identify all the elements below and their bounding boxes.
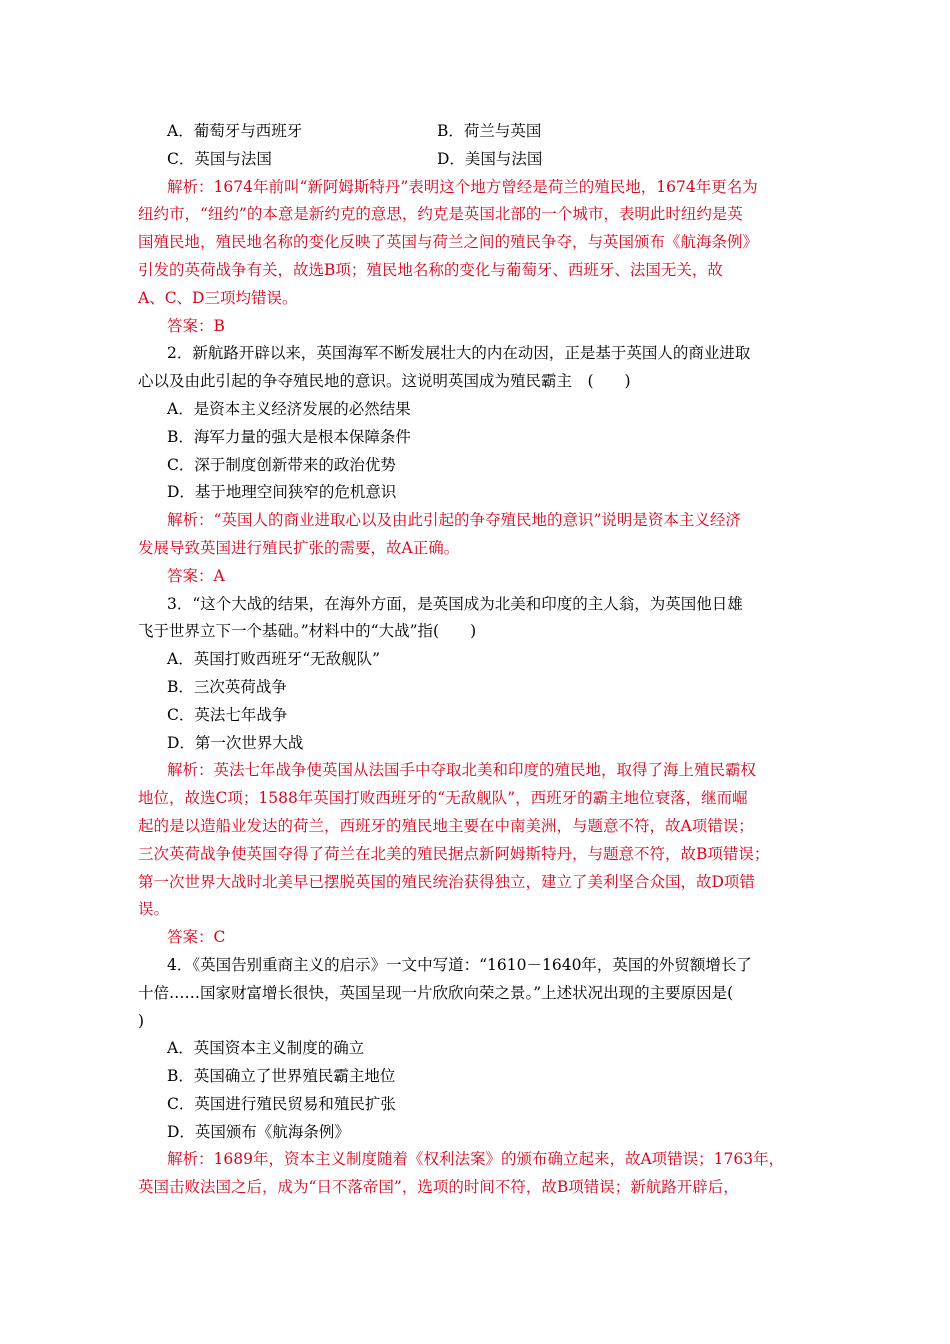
q1-analysis bbox=[138, 174, 814, 313]
answer-label: 答案： bbox=[167, 316, 214, 335]
q3-analysis-line: 三次英荷战争使英国夺得了荷兰在北美的殖民据点新阿姆斯特丹，与题意不符，故B项错误； bbox=[138, 844, 770, 863]
answer-label: 答案： bbox=[167, 566, 214, 585]
q3-option-d: D．第一次世界大战 bbox=[167, 733, 304, 752]
q2-stem-line: 心以及由此引起的争夺殖民地的意识。这说明英国成为殖民霸主 ( ) bbox=[138, 372, 631, 391]
q1-option-d: D．美国与法国 bbox=[437, 149, 543, 168]
q3-stem-line: 飞于世界立下一个基础。”材料中的“大战”指( ) bbox=[138, 622, 477, 641]
q4-stem-line: ) bbox=[138, 1011, 145, 1030]
q2-analysis bbox=[138, 507, 814, 563]
answer-label: 答案： bbox=[167, 928, 214, 947]
q3-stem-line: 3．“这个大战的结果，在海外方面，是英国成为北美和印度的主人翁，为英国他日雄 bbox=[167, 594, 743, 613]
q1-options-row-1 bbox=[138, 118, 814, 146]
q1-analysis-line: 引发的英荷战争有关，故选B项；殖民地名称的变化与葡萄牙、西班牙、法国无关，故 bbox=[138, 260, 723, 279]
q1-option-a: A．葡萄牙与西班牙 bbox=[167, 122, 303, 140]
q2-analysis-line: 发展导致英国进行殖民扩张的需要，故A正确。 bbox=[138, 538, 460, 557]
q4-analysis-line: 解析：1689年，资本主义制度随着《权利法案》的颁布确立起来，故A项错误；1763年， bbox=[167, 1150, 785, 1169]
analysis-label: 解析： bbox=[167, 761, 214, 780]
q1-analysis-line: 国殖民地，殖民地名称的变化反映了英国与荷兰之间的殖民争夺，与英国颁布《航海条例》 bbox=[138, 233, 759, 252]
answer-value: C bbox=[213, 928, 226, 947]
q2-option-b: B．海军力量的强大是根本保障条件 bbox=[167, 427, 411, 446]
q3-analysis bbox=[138, 757, 814, 924]
q2-option-a: A．是资本主义经济发展的必然结果 bbox=[167, 399, 411, 418]
analysis-label: 解析： bbox=[167, 511, 214, 530]
q1-option-b: B．荷兰与英国 bbox=[437, 122, 542, 140]
q4-option-c: C．英国进行殖民贸易和殖民扩张 bbox=[167, 1094, 396, 1113]
q4-option-a: A．英国资本主义制度的确立 bbox=[167, 1039, 365, 1058]
q1-analysis-line: 解析：1674年前叫“新阿姆斯特丹”表明这个地方曾经是荷兰的殖民地，1674年更名为 bbox=[167, 177, 758, 196]
q4-analysis-line: 英国击败法国之后，成为“日不落帝国”，选项的时间不符，故B项错误；新航路开辟后， bbox=[138, 1178, 739, 1197]
q3-analysis-line: 起的是以造船业发达的荷兰，西班牙的殖民地主要在中南美洲，与题意不符，故A项错误； bbox=[138, 816, 754, 835]
q3-option-c: C．英法七年战争 bbox=[167, 705, 288, 724]
q1-analysis-line: A、C、D三项均错误。 bbox=[138, 288, 298, 307]
q1-answer bbox=[138, 313, 814, 341]
q4-option-d: D．英国颁布《航海条例》 bbox=[167, 1122, 350, 1141]
q1-analysis-line: 纽约市，“纽约”的本意是新约克的意思，约克是英国北部的一个城市，表明此时纽约是英 bbox=[138, 205, 743, 224]
answer-value: A bbox=[213, 566, 225, 585]
q2-stem-line: 2．新航路开辟以来，英国海军不断发展壮大的内在动因，正是基于英国人的商业进取 bbox=[167, 344, 751, 363]
q2-analysis-line: 解析：“英国人的商业进取心以及由此引起的争夺殖民地的意识”说明是资本主义经济 bbox=[167, 511, 741, 530]
analysis-label: 解析： bbox=[167, 177, 214, 196]
q3-analysis-line: 地位，故选C项；1588年英国打败西班牙的“无敌舰队”，西班牙的霸主地位衰落，继而崛 bbox=[138, 789, 748, 808]
q3-analysis-line: 第一次世界大战时北美早已摆脱英国的殖民统治获得独立，建立了美利坚合众国，故D项错 bbox=[138, 872, 755, 891]
q4-stem-line: 十倍……国家财富增长很快，英国呈现一片欣欣向荣之景。”上述状况出现的主要原因是( bbox=[138, 983, 734, 1002]
q2-option-c: C．深于制度创新带来的政治优势 bbox=[167, 455, 396, 474]
q3-stem bbox=[138, 591, 814, 647]
q1-options-row-2 bbox=[138, 146, 814, 174]
q3-analysis-line: 误。 bbox=[138, 900, 170, 919]
q2-stem bbox=[138, 340, 814, 396]
analysis-label: 解析： bbox=[167, 1150, 214, 1169]
q3-option-b: B．三次英荷战争 bbox=[167, 677, 287, 696]
document-content bbox=[138, 118, 814, 1202]
q1-option-c: C．英国与法国 bbox=[167, 149, 272, 168]
q2-option-d: D．基于地理空间狭窄的危机意识 bbox=[167, 483, 397, 502]
q3-option-a: A．英国打败西班牙“无敌舰队” bbox=[167, 650, 381, 669]
q2-answer bbox=[138, 563, 814, 591]
q4-analysis bbox=[138, 1146, 814, 1202]
q3-analysis-line: 解析：英法七年战争使英国从法国手中夺取北美和印度的殖民地，取得了海上殖民霸权 bbox=[167, 761, 757, 780]
q4-stem-line: 4．《英国告别重商主义的启示》一文中写道：“1610－1640年，英国的外贸额增长了 bbox=[167, 955, 752, 974]
q3-answer bbox=[138, 924, 814, 952]
answer-value: B bbox=[213, 316, 225, 335]
q4-stem bbox=[138, 952, 814, 1035]
q4-option-b: B．英国确立了世界殖民霸主地位 bbox=[167, 1067, 396, 1086]
